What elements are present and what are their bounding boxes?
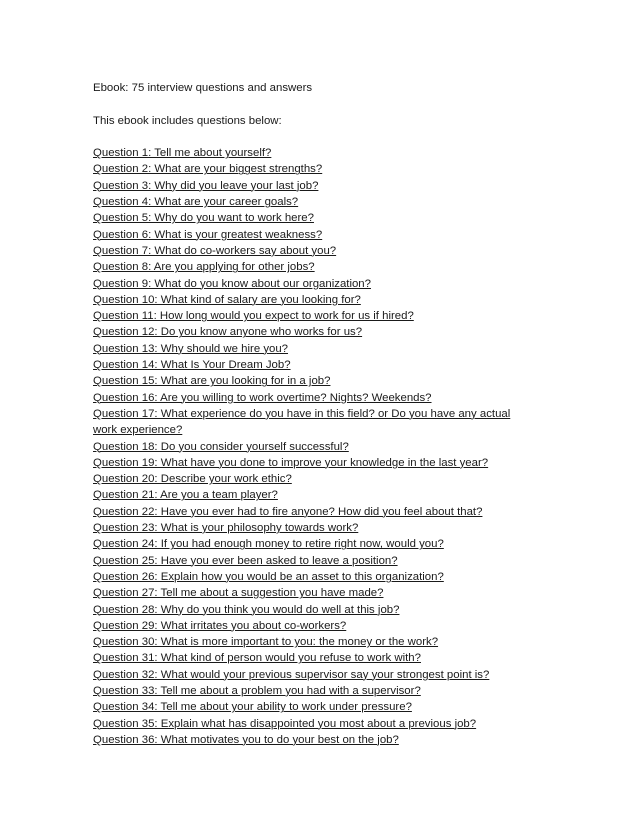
question-link[interactable]: Question 25: Have you ever been asked to leave a position? <box>93 554 398 567</box>
question-link[interactable]: Question 11: How long would you expect to work for us if hired? <box>93 310 414 323</box>
question-link[interactable]: Question 3: Why did you leave your last job? <box>93 179 319 192</box>
question-link[interactable]: Question 33: Tell me about a problem you had with a supervisor? <box>93 684 421 697</box>
question-link[interactable]: Question 1: Tell me about yourself? <box>93 147 272 160</box>
question-link[interactable]: Question 4: What are your career goals? <box>93 196 299 209</box>
question-link[interactable]: Question 16: Are you willing to work overtime? Nights? Weekends? <box>93 391 432 404</box>
question-link[interactable]: work experience? <box>93 424 183 437</box>
question-link[interactable]: Question 20: Describe your work ethic? <box>93 473 292 486</box>
question-link[interactable]: Question 30: What is more important to you: the money or the work? <box>93 636 439 649</box>
question-link[interactable]: Question 32: What would your previous supervisor say your strongest point is? <box>93 668 490 681</box>
document-intro: This ebook includes questions below: <box>93 114 282 127</box>
question-link[interactable]: Question 28: Why do you think you would do well at this job? <box>93 603 400 616</box>
question-link[interactable]: Question 7: What do co-workers say about you? <box>93 244 337 257</box>
question-link[interactable]: Question 8: Are you applying for other jobs? <box>93 261 315 274</box>
question-link[interactable]: Question 14: What Is Your Dream Job? <box>93 359 291 372</box>
document-title: Ebook: 75 interview questions and answers <box>93 82 313 94</box>
question-link[interactable]: Question 27: Tell me about a suggestion you have made? <box>93 587 384 600</box>
question-link[interactable]: Question 15: What are you looking for in a job? <box>93 375 331 388</box>
document-content <box>93 80 533 748</box>
question-link[interactable]: Question 35: Explain what has disappointed you most about a previous job? <box>93 717 477 730</box>
question-link[interactable]: Question 18: Do you consider yourself successful? <box>93 440 349 453</box>
question-link[interactable]: Question 22: Have you ever had to fire anyone? How did you feel about that? <box>93 505 483 518</box>
question-link[interactable]: Question 17: What experience do you have in this field? or Do you have any actual <box>93 407 511 420</box>
question-link[interactable]: Question 12: Do you know anyone who works for us? <box>93 326 363 339</box>
question-list <box>93 145 533 748</box>
question-link[interactable]: Question 24: If you had enough money to retire right now, would you? <box>93 538 444 551</box>
question-link[interactable]: Question 10: What kind of salary are you looking for? <box>93 293 361 306</box>
question-link[interactable]: Question 6: What is your greatest weakness? <box>93 228 323 241</box>
question-link[interactable]: Question 5: Why do you want to work here? <box>93 212 314 225</box>
question-link[interactable]: Question 9: What do you know about our organization? <box>93 277 371 290</box>
question-link[interactable]: Question 2: What are your biggest strengths? <box>93 163 323 176</box>
question-link[interactable]: Question 21: Are you a team player? <box>93 489 278 502</box>
question-link[interactable]: Question 34: Tell me about your ability to work under pressure? <box>93 701 412 714</box>
question-link[interactable]: Question 26: Explain how you would be an asset to this organization? <box>93 570 444 583</box>
question-link[interactable]: Question 13: Why should we hire you? <box>93 342 289 355</box>
question-link[interactable]: Question 23: What is your philosophy towards work? <box>93 522 359 535</box>
question-link[interactable]: Question 31: What kind of person would you refuse to work with? <box>93 652 421 665</box>
question-link[interactable]: Question 29: What irritates you about co-workers? <box>93 619 347 632</box>
question-link[interactable]: Question 36: What motivates you to do your best on the job? <box>93 733 399 746</box>
question-link[interactable]: Question 19: What have you done to improve your knowledge in the last year? <box>93 456 489 469</box>
